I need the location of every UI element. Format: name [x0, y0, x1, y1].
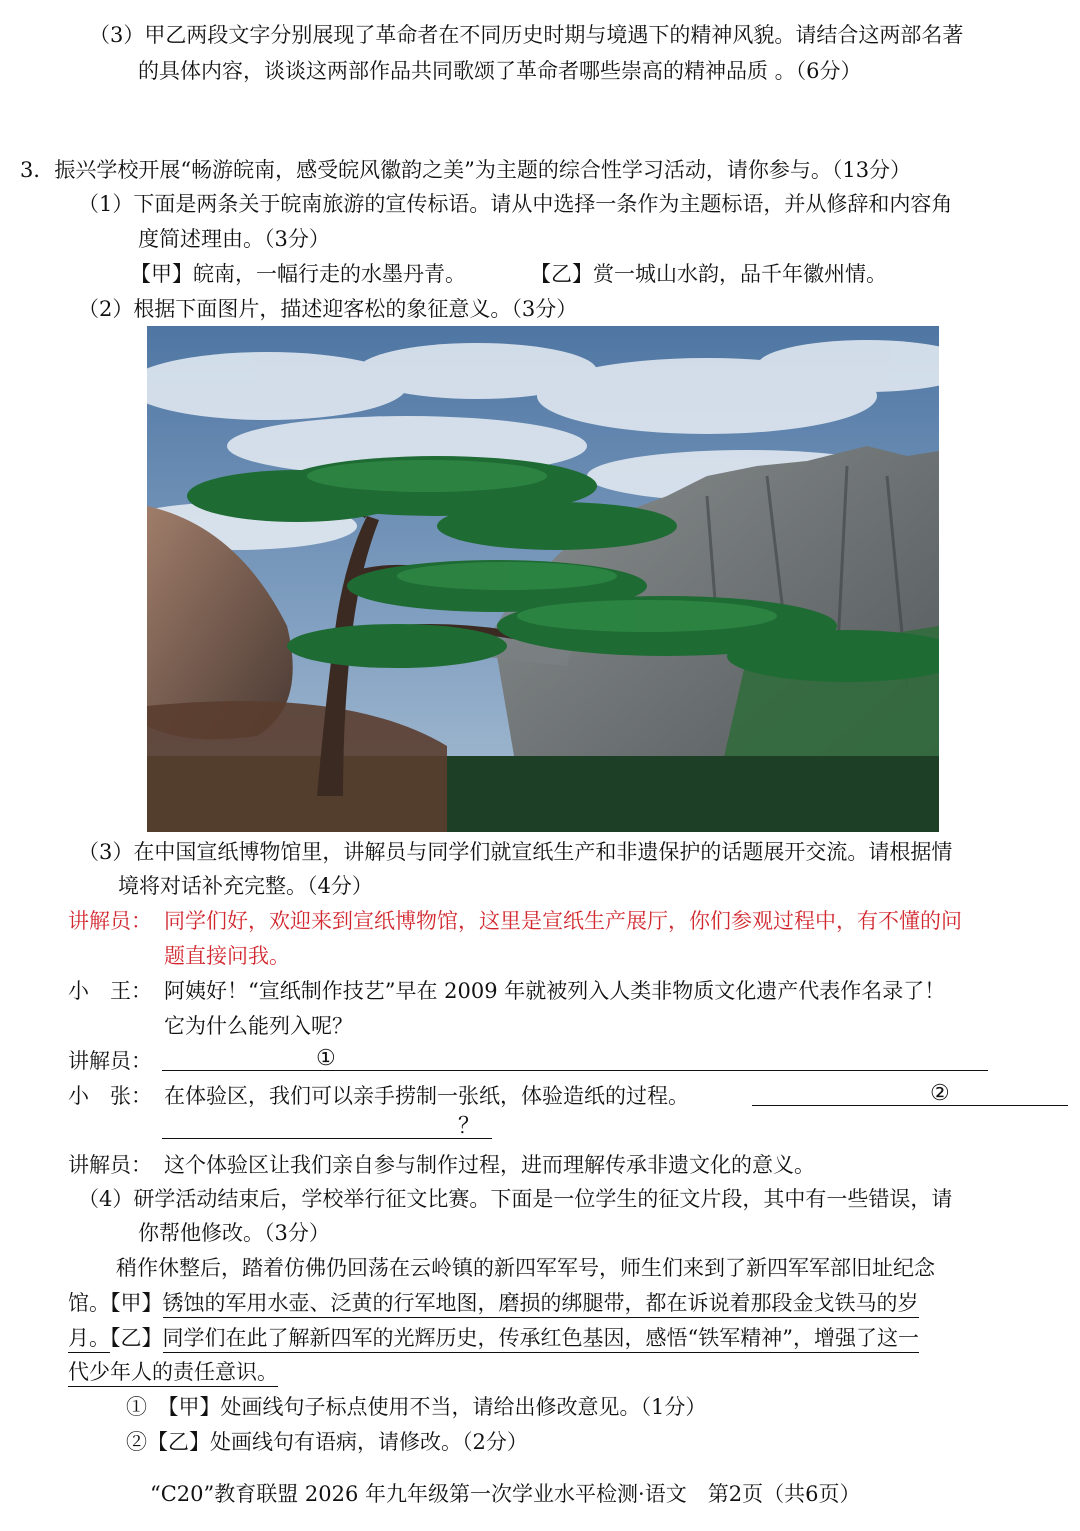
zhang-line1: 在体验区，我们可以亲手捞制一张纸，体验造纸的过程。 [164, 1084, 689, 1108]
guide1-line2: 题直接问我。 [164, 944, 290, 968]
guide1-label: 讲解员： [68, 909, 152, 933]
essay-line2-prefix: 馆。 [68, 1291, 110, 1315]
wang-line1: 阿姨好！“宣纸制作技艺”早在 2009 年就被列入人类非物质文化遗产代表作名录了！ [164, 979, 946, 1003]
blank2-end: ？ [458, 1114, 481, 1139]
blank1-marker: ① [316, 1046, 336, 1071]
essay-line4 [68, 1355, 278, 1389]
answer-blank-2b[interactable] [162, 1138, 492, 1139]
q3-sub3-line1: （3）在中国宣纸博物馆里，讲解员与同学们就宣纸生产和非遗保护的话题展开交流。请根据情 [78, 840, 953, 864]
welcoming-pine-photo [147, 326, 939, 832]
prev-q3-line1: （3）甲乙两段文字分别展现了革命者在不同历史时期与境遇下的精神风貌。请结合这两部名著 [89, 23, 964, 47]
task-1: ① 【甲】处画线句子标点使用不当，请给出修改意见。（1分） [126, 1395, 707, 1419]
question3-header: 3．振兴学校开展“畅游皖南，感受皖风徽韵之美”为主题的综合性学习活动，请你参与。（13分） [20, 158, 912, 182]
guide2-label: 讲解员： [68, 1049, 152, 1073]
page-footer: “C20”教育联盟 2026 年九年级第一次学业水平检测·语文 第2页（共6页） [150, 1482, 861, 1506]
guide3-label: 讲解员： [68, 1153, 152, 1177]
zhang-label: 小 张： [68, 1084, 152, 1108]
guide1-line1: 同学们好，欢迎来到宣纸博物馆，这里是宣纸生产展厅，你们参观过程中，有不懂的问 [164, 909, 962, 933]
answer-blank-2a[interactable] [752, 1105, 1068, 1106]
essay-tag-a: 【甲】 [110, 1291, 163, 1315]
essay-underlined-a: 锈蚀的军用水壶、泛黄的行军地图，磨损的绑腿带，都在诉说着那段金戈铁马的岁 [163, 1291, 919, 1318]
essay-underlined-a-end: 月。 [68, 1326, 110, 1353]
answer-blank-1[interactable] [162, 1070, 988, 1071]
essay-line3 [68, 1321, 919, 1355]
essay-underlined-b: 同学们在此了解新四军的光辉历史，传承红色基因，感悟“铁军精神”，增强了这一 [163, 1326, 919, 1353]
q3-sub1-line2: 度简述理由。（3分） [138, 227, 330, 251]
q3-sub4-line1: （4）研学活动结束后，学校举行征文比赛。下面是一位学生的征文片段，其中有一些错误，请 [78, 1187, 953, 1211]
essay-underlined-b-end: 代少年人的责任意识。 [68, 1360, 278, 1387]
blank2-marker: ② [930, 1081, 950, 1106]
task-2: ②【乙】处画线句有语病，请修改。（2分） [126, 1430, 528, 1454]
essay-line1: 稍作休整后，踏着仿佛仍回荡在云岭镇的新四军军号，师生们来到了新四军军部旧址纪念 [116, 1256, 935, 1280]
essay-tag-b: 【乙】 [110, 1326, 163, 1350]
guide3-line1: 这个体验区让我们亲自参与制作过程，进而理解传承非遗文化的意义。 [164, 1153, 815, 1177]
wang-label: 小 王： [68, 979, 152, 1003]
q3-sub1-line1: （1）下面是两条关于皖南旅游的宣传标语。请从中选择一条作为主题标语，并从修辞和内容角 [78, 192, 953, 216]
q3-sub2-line1: （2）根据下面图片，描述迎客松的象征意义。（3分） [78, 297, 578, 321]
slogan-b: 【乙】赏一城山水韵，品千年徽州情。 [530, 262, 887, 286]
q3-sub4-line2: 你帮他修改。（3分） [138, 1221, 330, 1245]
q3-sub3-line2: 境将对话补充完整。（4分） [118, 874, 373, 898]
slogan-a: 【甲】皖南，一幅行走的水墨丹青。 [130, 262, 466, 286]
essay-line2 [68, 1286, 919, 1320]
wang-line2: 它为什么能列入呢？ [164, 1014, 353, 1038]
prev-q3-line2: 的具体内容，谈谈这两部作品共同歌颂了革命者哪些崇高的精神品质 。（6分） [138, 59, 862, 83]
